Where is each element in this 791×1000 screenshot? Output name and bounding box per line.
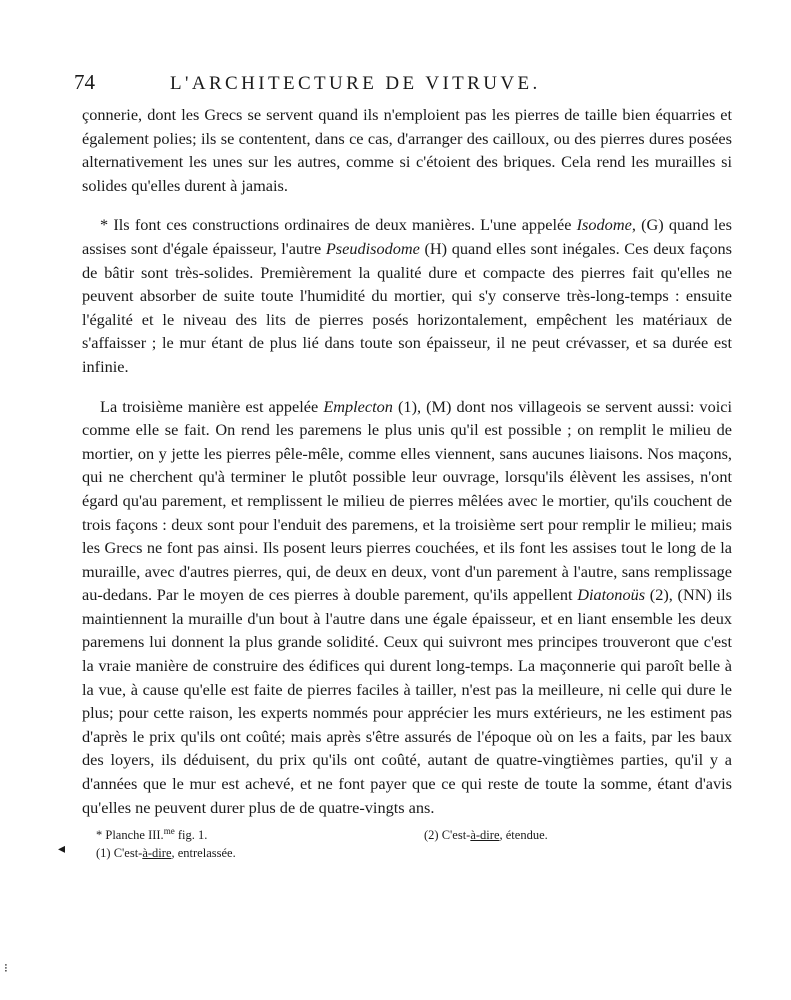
body-text	[82, 103, 732, 819]
footnote-1-underlined: à-dire	[142, 846, 172, 860]
page-number: 74	[74, 70, 95, 94]
margin-mark-icon: ◂	[58, 842, 66, 857]
paragraph-2-text-3: (H) quand elles sont inégales. Ces deux façons de bâtir sont très-solides. Premièrement la qualité dure et compacte des pierres fait qu'elles ne peuvent absorber de suite toute l'humidité du mortier, qui s'y conserve très-long-temps : ensuite l'égalité et le niveau des lits de pierres posés horizontalement, empêchent les matériaux de s'affaisser ; le mur étant de plus lié dans toute son épaisseur, il ne peut crévasser, et sa durée est infinie.	[82, 238, 732, 376]
term-isodome: Isodome	[576, 215, 632, 235]
footnote-2-underlined: à-dire	[470, 828, 500, 842]
paragraph-3-text-1: La troisième manière est appelée	[100, 396, 324, 416]
footnotes-left-column	[96, 826, 416, 862]
footnote-2-number: (2)	[424, 828, 439, 842]
running-title: L'ARCHITECTURE DE VITRUVE.	[170, 73, 541, 94]
footnote-plate-sup: me	[163, 825, 175, 836]
term-pseudisodome: Pseudisodome	[325, 238, 420, 258]
footnote-plate-fig: fig. 1.	[174, 828, 208, 842]
paragraph-2-text-2: , (G) quand les assises sont d'égale épaisseur, l'autre	[82, 215, 732, 258]
footnote-1-text-1: C'est-	[110, 846, 143, 860]
paragraph-2-text-1: * Ils font ces constructions ordinaires de deux manières. L'une appelée	[100, 215, 577, 235]
footnote-1-number: (1)	[96, 846, 111, 860]
term-diatonous: Diatonoüs	[577, 585, 646, 605]
paragraph-3	[82, 395, 732, 820]
footnotes-right-column	[424, 826, 724, 844]
paragraph-3-text-2: (1), (M) dont nos villageois se servent aussi: voici comme elle se fait. On rend les paremens le plus unis qu'il est possible ; on remplit le milieu de mortier, on y jette les pierres pêle-mêle, comme elles viennent, sans aucunes liaisons. Nos maçons, qui ne cherchent qu'à terminer le plutôt possible leur ouvrage, lorsqu'ils élèvent les assises, n'ont égard qu'au parement, et remplissent le milieu de pierres mêlées avec le mortier, qu'ils couchent de trois façons : deux sont pour l'enduit des paremens, et la troisième sert pour remplir le milieu; mais les Grecs ne font pas ainsi. Ils posent leurs pierres couchées, et ils font les assises tout le long de la muraille, avec d'autres pierres, qui, de deux en deux, vont d'un parement à l'autre, sans remplissage au-dedans. Par le moyen de ces pierres à double parement, qu'ils appellent	[82, 396, 732, 605]
footnote-2-text-2: , étendue.	[499, 828, 548, 842]
paragraph-2	[82, 213, 732, 378]
footnote-1-text-2: , entrelassée.	[171, 846, 236, 860]
paragraph-1-text: çonnerie, dont les Grecs se servent quand ils n'emploient pas les pierres de taille bien équarries et également polies; ils se contentent, dans ce cas, d'arranger des cailloux, ou des pierres dures posées alternativement les unes sur les autres, comme si c'étoient des briques. Cela rend les murailles si solides qu'elles durent à jamais.	[82, 105, 732, 195]
paragraph-3-text-3: (2), (NN) ils maintiennent la muraille d'un bout à l'autre dans une égale épaisseur, et en liant ensemble les deux paremens lui donnent la plus grande solidité. Ceux qui suivront mes principes trouveront que c'est la vraie manière de construire des édifices qui durent long-temps. La maçonnerie qui paroît belle à la vue, à cause qu'elle est faite de pierres faciles à tailler, n'est pas la meilleure, ni celle qui dure le plus; pour cette raison, les experts nommés pour apprécier les murs extérieurs, ne les estiment pas d'après le prix qu'ils ont coûté; mais après s'être assurés de l'époque où on les a faits, par les baux des loyers, ils déduisent, du prix qu'ils ont coûté, autant de quatre-vingtièmes parties, qu'il y a d'années que le mur est achevé, et ne font payer que ce qui reste de toute la somme, étant d'avis qu'elles ne peuvent durer plus de de quatre-vingts ans.	[82, 585, 732, 817]
footnote-plate	[96, 826, 416, 844]
footnote-1	[96, 844, 416, 862]
term-emplecton: Emplecton	[323, 396, 393, 416]
edge-mark-icon: ⁝	[4, 961, 8, 975]
footnote-plate-text: * Planche III.	[96, 828, 164, 842]
footnote-2	[424, 826, 724, 844]
footnote-2-text-1: C'est-	[438, 828, 471, 842]
paragraph-1	[82, 103, 732, 197]
